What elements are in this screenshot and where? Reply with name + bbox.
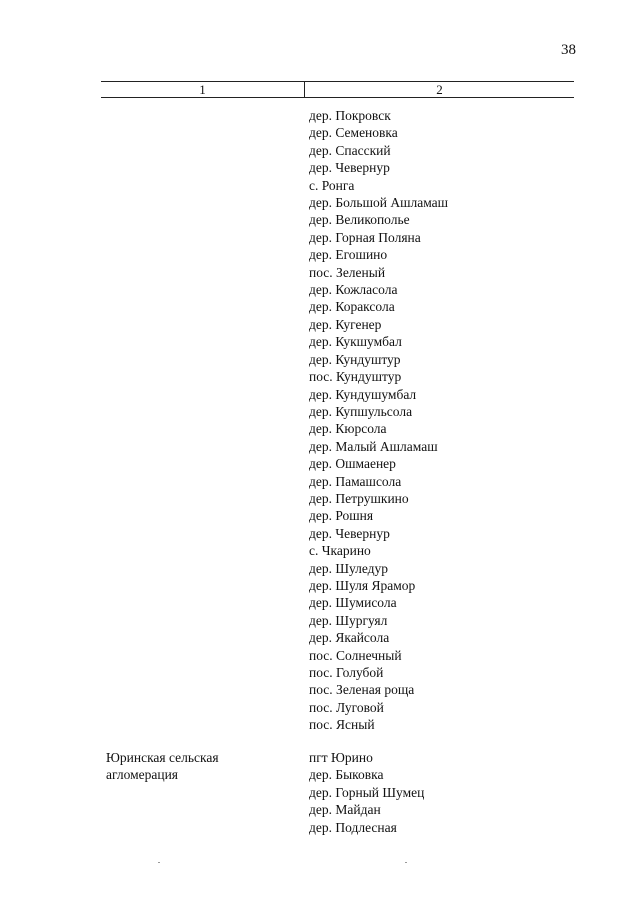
column-header-2: 2 <box>436 82 443 97</box>
settlement-item: пгт Юрино <box>309 750 373 765</box>
settlement-item: дер. Подлесная <box>309 819 397 835</box>
settlement-item: дер. Горная Поляна <box>309 229 421 245</box>
settlement-item: дер. Шуля Ярамор <box>309 577 416 593</box>
scan-speck <box>158 862 160 863</box>
settlement-item: дер. Великополье <box>309 212 410 228</box>
settlement-item: дер. Спасский <box>309 142 391 158</box>
settlement-item: с. Чкарино <box>309 543 371 559</box>
settlement-item: дер. Быковка <box>309 767 384 783</box>
settlement-item: дер. Чевернур <box>309 525 390 541</box>
settlement-item: дер. Семеновка <box>309 125 398 141</box>
settlement-item: дер. Памашсола <box>309 473 402 489</box>
settlement-item: дер. Ошмаенер <box>309 456 396 472</box>
settlement-item: дер. Покровск <box>309 108 391 123</box>
settlement-item: пос. Ясный <box>309 717 375 733</box>
settlement-item: пос. Кундуштур <box>309 369 402 385</box>
settlement-item: дер. Шуледур <box>309 560 389 576</box>
settlement-item: дер. Горный Шумец <box>309 784 425 800</box>
table-header <box>101 81 574 98</box>
settlement-item: дер. Купшульсола <box>309 403 413 419</box>
settlement-item: дер. Петрушкино <box>309 490 409 506</box>
settlement-item: пос. Зеленый <box>309 264 386 280</box>
settlement-item: дер. Кундушумбал <box>309 386 417 402</box>
agglomeration-name: Юринская сельская агломерация <box>106 750 219 783</box>
settlement-item: дер. Кораксола <box>309 299 395 315</box>
settlement-item: дер. Кюрсола <box>309 421 387 437</box>
settlement-list-group-2 <box>309 749 424 836</box>
settlement-item: дер. Рошня <box>309 508 374 524</box>
settlement-list-group-1 <box>309 107 448 734</box>
column-header-1: 1 <box>199 82 206 97</box>
settlement-item: дер. Шургуял <box>309 612 388 628</box>
settlement-item: пос. Голубой <box>309 665 384 680</box>
settlement-item: пос. Солнечный <box>309 647 402 663</box>
settlement-item: пос. Зеленая роща <box>309 682 415 698</box>
settlement-item: дер. Якайсола <box>309 630 390 646</box>
settlement-item: с. Ронга <box>309 177 355 193</box>
settlement-item: дер. Кугенер <box>309 316 382 332</box>
settlement-item: дер. Кундуштур <box>309 351 401 367</box>
settlement-item: дер. Малый Ашламаш <box>309 438 438 454</box>
settlement-item: пос. Луговой <box>309 699 384 715</box>
settlement-item: дер. Кукшумбал <box>309 334 402 350</box>
settlement-item: дер. Кожласола <box>309 282 398 298</box>
settlement-item: дер. Егошино <box>309 247 388 263</box>
page-number: 38 <box>561 42 576 58</box>
settlement-item: дер. Чевернур <box>309 160 390 176</box>
settlement-item: дер. Майдан <box>309 802 381 818</box>
settlement-item: дер. Шумисола <box>309 595 397 611</box>
settlement-item: дер. Большой Ашламаш <box>309 195 449 211</box>
scan-speck <box>405 862 407 863</box>
